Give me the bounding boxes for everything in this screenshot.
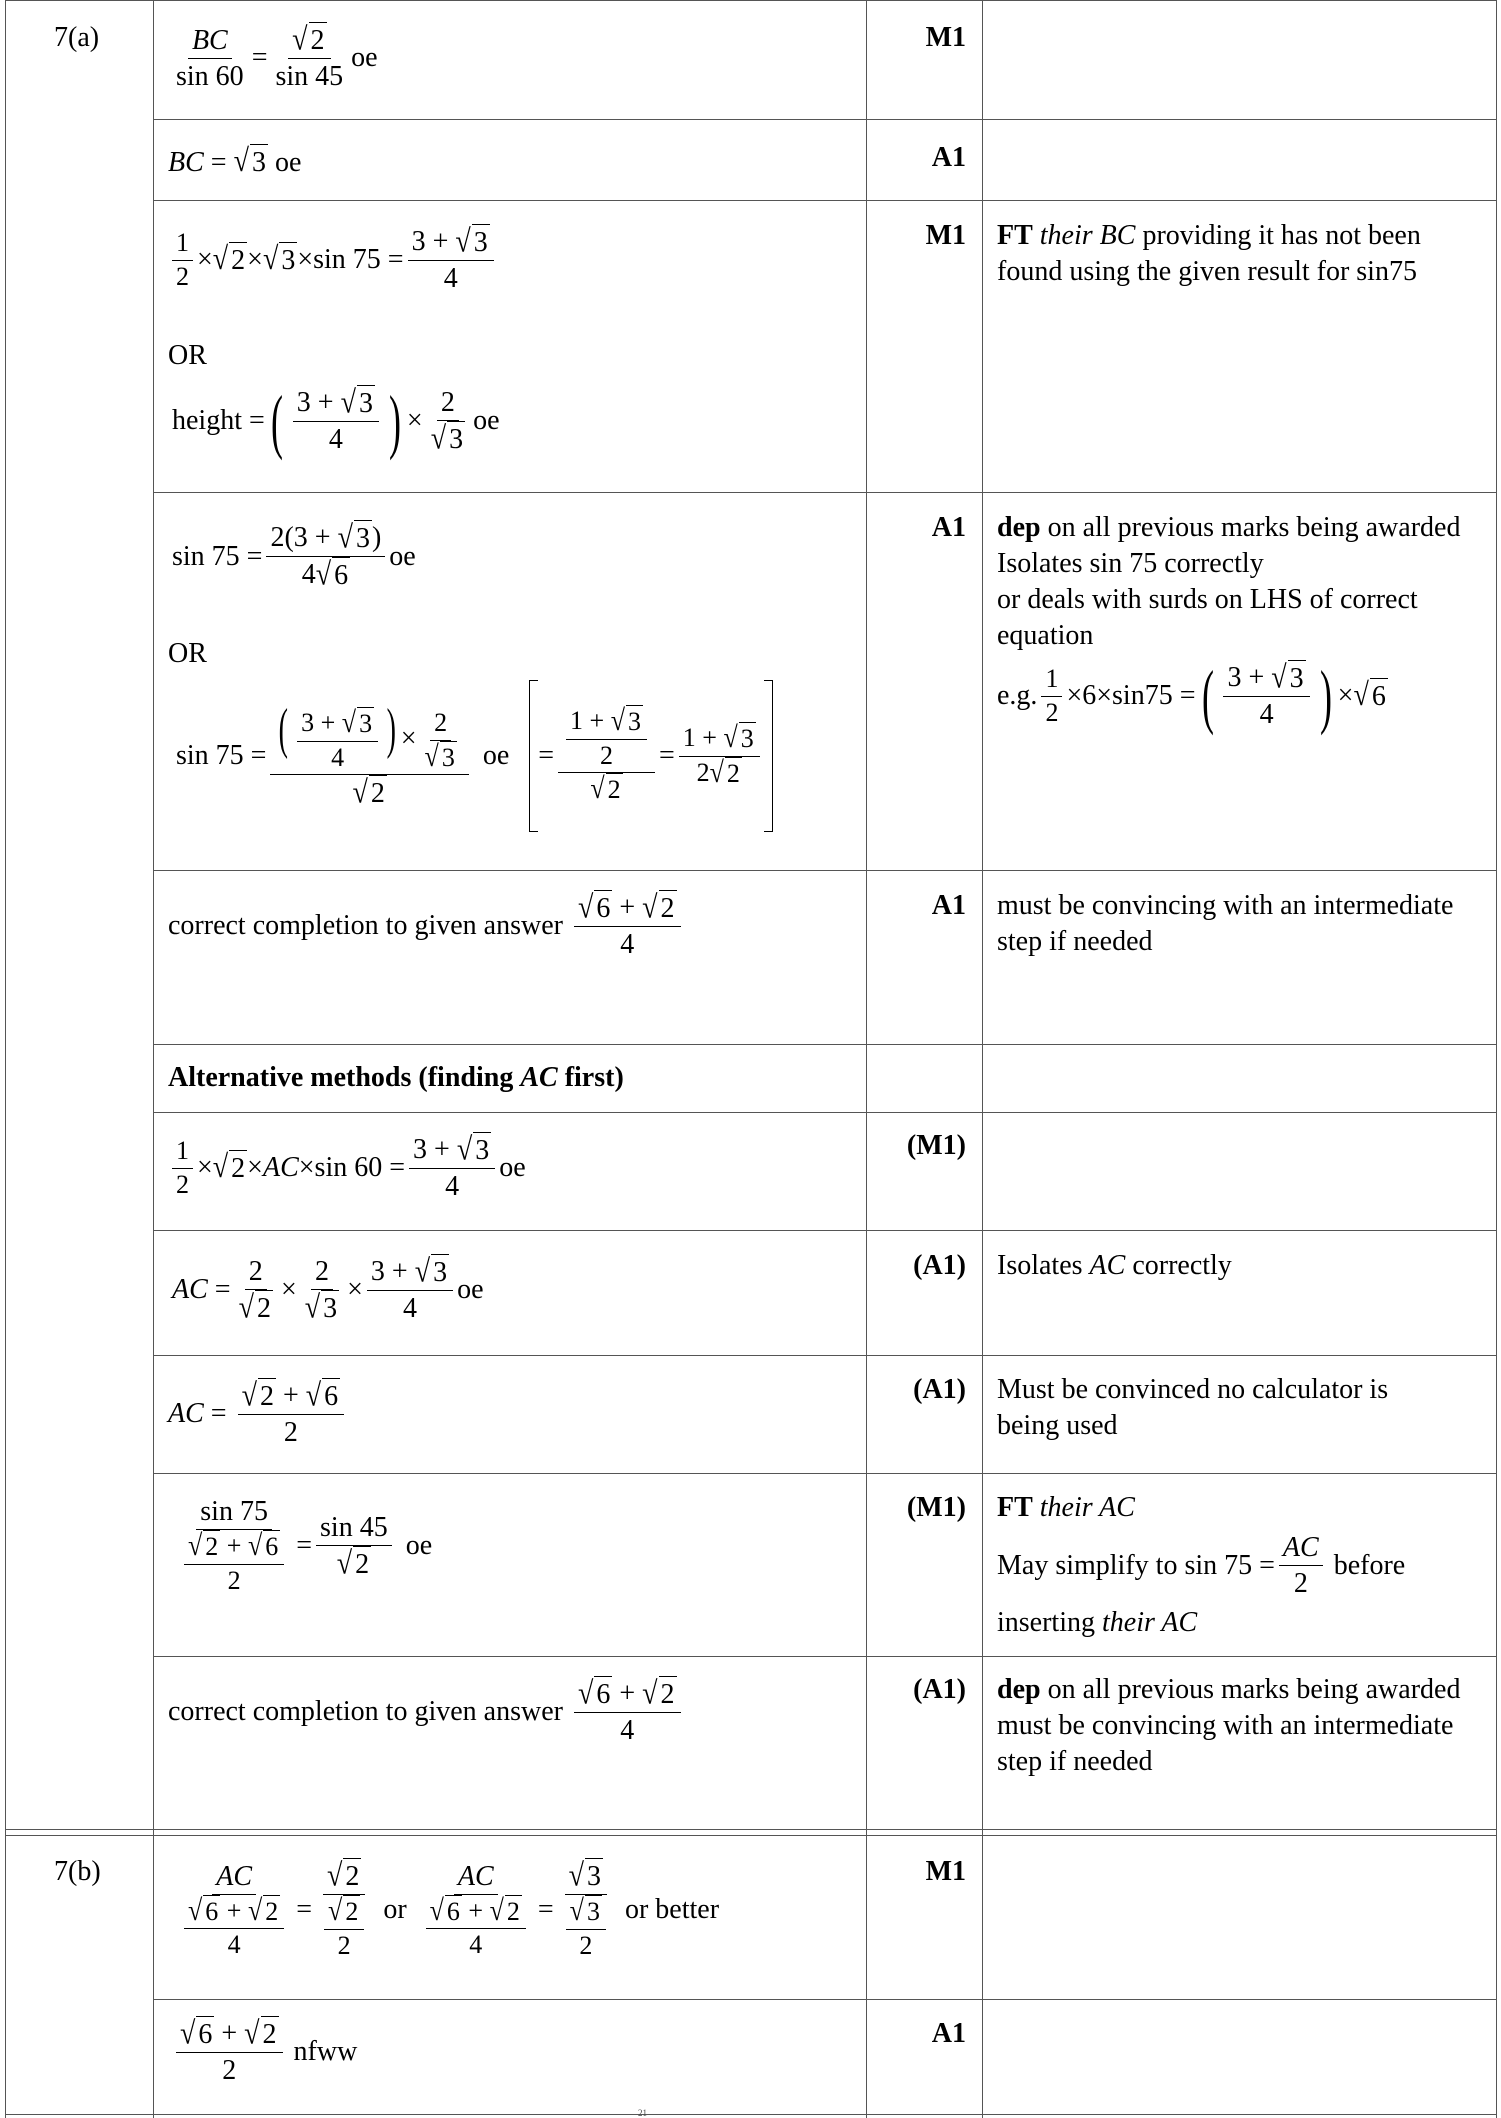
rule (866, 0, 867, 2118)
or-label: or (383, 1894, 407, 1925)
oe-label: oe (482, 740, 510, 771)
answer-cell (168, 224, 498, 296)
oe-label: oe (389, 540, 416, 572)
math-expression: sin 75 = ( 3 + √ 3 4 ) × 2 √ 3 √ 2 oe = 1 + √ 3 2 √ 2 = 1 + √ 3 2 √ 2 (176, 680, 773, 832)
mark: M1 (925, 1856, 966, 1887)
rule (153, 0, 154, 2118)
section-heading (168, 1060, 624, 1096)
guidance-cell (997, 510, 1487, 736)
heading-text: Alternative methods (finding (168, 1062, 514, 1093)
or-better-label: or better (624, 1894, 720, 1925)
math-expression: correct completion to given answer √ 6 + √ 2 4 (168, 890, 685, 962)
guidance-bold: dep (997, 512, 1041, 543)
answer-cell (172, 520, 416, 593)
mark: (A1) (913, 1674, 966, 1705)
guidance-bold: FT (997, 1492, 1033, 1523)
oe-label: oe (499, 1152, 526, 1183)
answer-cell (168, 1676, 685, 1748)
answer-text: correct completion to given answer (168, 1696, 563, 1727)
guidance-text: must be convincing with an intermediate step if needed (997, 1710, 1454, 1777)
math-expression: $\frac{BC}{\sin 60}$ = √ 2 sin 45 oe (176, 21, 378, 92)
answer-cell (168, 1378, 348, 1450)
rule (5, 0, 6, 2118)
answer-cell (172, 1254, 484, 1326)
rule (5, 0, 1496, 1)
oe-label: oe (274, 146, 302, 178)
oe-label: oe (457, 1274, 484, 1305)
answer-text: correct completion to given answer (168, 910, 563, 941)
math-expression: sin 75 √ 2 + √ 6 2 = sin 45 √ 2 oe (172, 1494, 432, 1597)
oe-label: oe (473, 405, 500, 436)
rule (153, 1230, 1496, 1231)
guidance-italic: AC (1089, 1250, 1126, 1281)
guidance-text: on all previous marks being awarded (1047, 1674, 1461, 1705)
math-expression: AC = 2 √ 2 × 2 √ 3 × 3 + √ 3 4 oe (172, 1253, 484, 1326)
mark: A1 (931, 512, 966, 543)
question-number: 7(b) (54, 1856, 101, 1887)
answer-cell (172, 1494, 432, 1597)
answer-cell (172, 1858, 719, 1962)
math-expression: May simplify to sin 75 = $\frac{AC}{2}$ before (997, 1532, 1406, 1599)
or-label: OR (168, 638, 207, 669)
nfww-label: nfww (293, 2036, 358, 2067)
mark: (A1) (913, 1374, 966, 1405)
guidance-text: before (1333, 1549, 1406, 1581)
height-label: height = (172, 405, 265, 436)
guidance-italic: their BC (1039, 220, 1136, 251)
mark: M1 (925, 220, 966, 251)
guidance-italic: their AC (1039, 1492, 1135, 1523)
answer-cell (168, 143, 301, 181)
rule (153, 870, 1496, 871)
guidance-cell (997, 1672, 1487, 1780)
rule (1496, 0, 1497, 2118)
rule (982, 0, 983, 2118)
math-expression: AC √ 6 + √ 2 4 = √ 2 √ 2 2 or AC √ 6 + √ 2 4 = √ 3 √ 3 2 or better (172, 1858, 719, 1962)
rule (153, 1355, 1496, 1356)
rule (153, 1656, 1496, 1657)
mark: A1 (931, 890, 966, 921)
mark: (A1) (913, 1250, 966, 1281)
mark: (M1) (906, 1492, 966, 1523)
guidance-text: Isolates (997, 1250, 1083, 1281)
guidance-cell (997, 1248, 1487, 1284)
mark: (M1) (906, 1130, 966, 1161)
guidance-cell (997, 1490, 1487, 1641)
mark: A1 (931, 142, 966, 173)
or-label: OR (168, 340, 207, 371)
mark: M1 (925, 22, 966, 53)
math-expression: e.g. $\frac{1}{2}$ ×6×sin75 = ( 3 + √ 3 4 ) × √ 6 (997, 656, 1386, 736)
oe-label: oe (405, 1529, 433, 1561)
math-expression: height = ( 3 + √ 3 4 ) × 2 √ 3 oe (172, 381, 500, 461)
guidance-text: providing it has not been found using the given result for sin75 (997, 220, 1421, 287)
guidance-cell (997, 218, 1487, 290)
math-expression: correct completion to given answer √ 6 + √ 2 4 (168, 1676, 685, 1748)
page-number: 21 (638, 2108, 647, 2118)
answer-cell (172, 2016, 357, 2088)
rule (5, 2114, 1496, 2115)
heading-italic: AC (520, 1062, 558, 1093)
guidance-text: on all previous marks being awarded (1047, 512, 1461, 543)
math-expression: AC = √ 2 + √ 6 2 (168, 1378, 348, 1450)
eg-label: e.g. (997, 680, 1038, 711)
rule (153, 200, 1496, 201)
math-expression: $\frac{1}{2}$ × √ 2 × √ 3 ×sin 75 = 3 + √ 3 4 (168, 224, 498, 296)
mark: A1 (931, 2018, 966, 2049)
guidance-text: or deals with surds on LHS of correct equation (997, 584, 1418, 651)
math-expression: BC = √ 3 oe (168, 143, 302, 180)
guidance-italic: their AC (1102, 1607, 1198, 1638)
guidance-bold: FT (997, 220, 1033, 251)
guidance-text: May simplify to (997, 1549, 1178, 1581)
math-expression: sin 75 = 2(3 + √ 3 ) 4 √ 6 oe (172, 519, 416, 593)
rule (5, 1829, 1496, 1830)
answer-cell (168, 22, 378, 94)
answer-cell (168, 890, 685, 962)
rule (153, 119, 1496, 120)
answer-cell (172, 381, 500, 461)
oe-label: oe (351, 42, 378, 73)
guidance-bold: dep (997, 1674, 1041, 1705)
rule (153, 492, 1496, 493)
answer-cell (176, 680, 773, 832)
rule (153, 1044, 1496, 1045)
heading-text: first) (564, 1062, 624, 1093)
guidance-text: must be convincing with an intermediate step if needed (997, 890, 1454, 957)
guidance-text: correctly (1132, 1250, 1232, 1281)
math-expression: $\frac{1}{2}$ × √ 2 × AC ×sin 60 = 3 + √ 3 4 oe (168, 1132, 526, 1204)
rule (153, 1999, 1496, 2000)
math-expression: √ 6 + √ 2 2 nfww (172, 2016, 357, 2088)
guidance-text: Must be convinced no calculator is being used (997, 1374, 1389, 1441)
answer-cell (168, 1132, 526, 1204)
question-number: 7(a) (54, 22, 100, 53)
rule (153, 1112, 1496, 1113)
guidance-text: inserting (997, 1607, 1095, 1638)
rule (5, 1835, 1496, 1836)
rule (153, 1473, 1496, 1474)
guidance-text: Isolates sin 75 correctly (997, 548, 1264, 579)
